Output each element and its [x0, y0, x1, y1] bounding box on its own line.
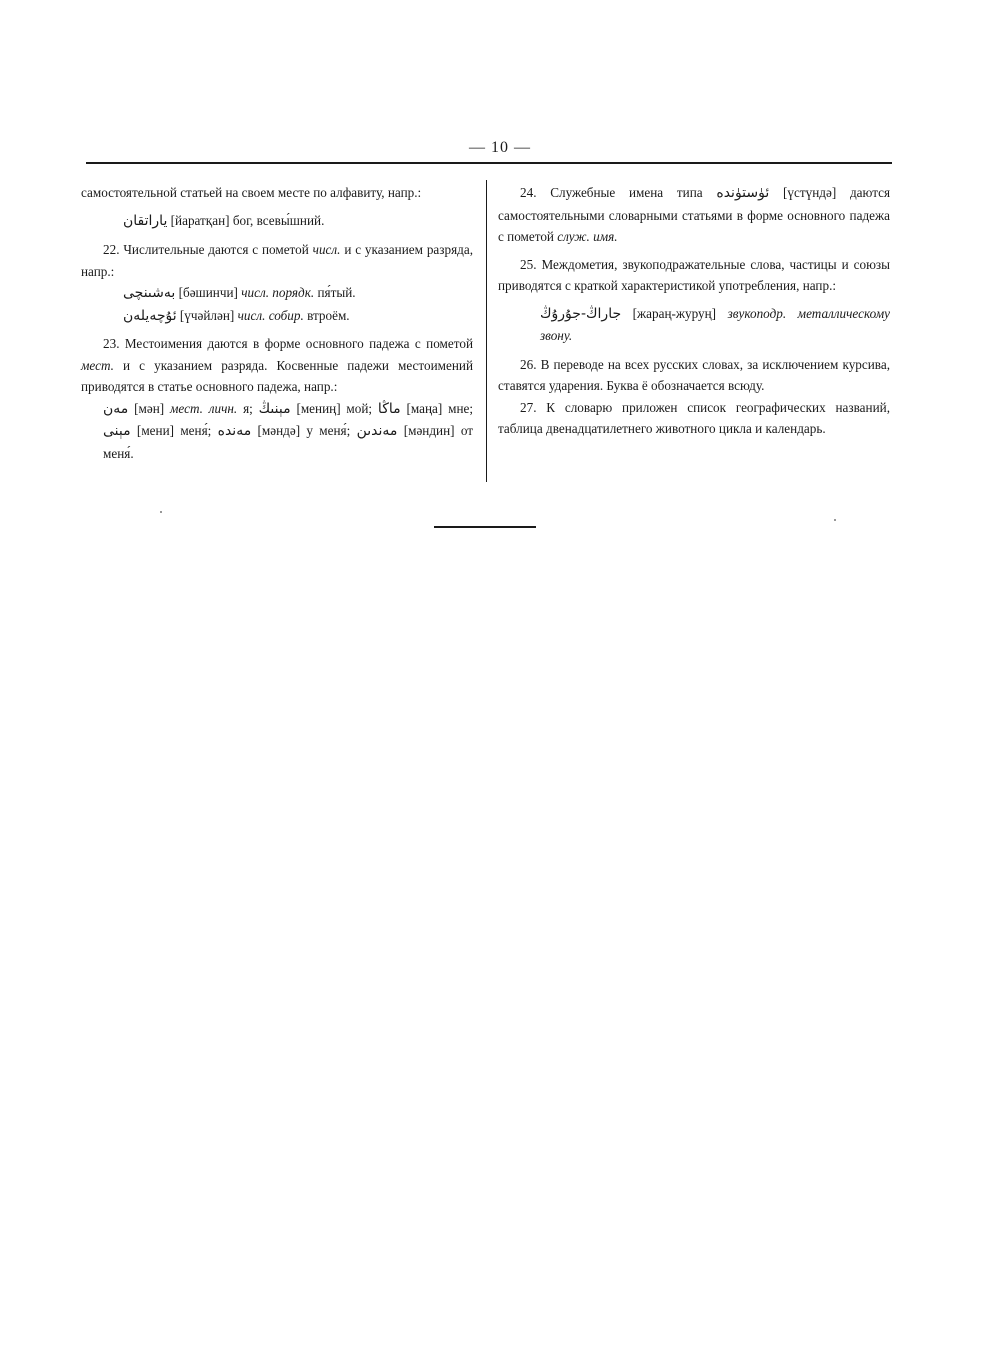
example-gloss: втроём. — [307, 307, 350, 323]
print-speck — [834, 519, 836, 521]
paragraph-text: даются самостоятельными словарными статьями в форме основного падежа с пометой — [498, 185, 891, 244]
paragraph-26: 26. В переводе на всех русских словах, за исключением курсива, ставятся ударения. Буква ё обозначается всюду. — [498, 356, 890, 393]
closing-rule — [434, 526, 536, 528]
example-mark: числ. собир. — [237, 307, 304, 323]
example-transcription: [мәндин] — [403, 423, 455, 438]
example-transcription: [маңа] — [406, 400, 443, 416]
example-23 — [81, 398, 473, 465]
paragraph-mark: служ. имя. — [557, 229, 618, 244]
example-transcription: [үстүндә] — [783, 185, 837, 200]
paragraph-27: 27. К словарю приложен список географических названий, таблица двенадцатилетнего животного цикла и календарь. — [498, 399, 890, 436]
paragraph-text: 22. Числительные даются с пометой — [103, 242, 309, 257]
paragraph-mark: числ. — [312, 242, 341, 257]
paragraph-22 — [81, 239, 473, 282]
example-gloss: пя́тый. — [317, 285, 356, 300]
example-gloss: у меня́; — [306, 423, 351, 438]
paragraph-text: и с указанием разряда, напр.: — [81, 242, 473, 279]
paragraph-text: 24. Служебные имена типа — [520, 185, 703, 200]
example-22b — [81, 305, 473, 328]
paragraph-24 — [498, 182, 890, 248]
example-mark: мест. личн. — [170, 400, 238, 416]
example-22a — [81, 282, 473, 305]
example-headword: مەندىن — [356, 423, 398, 439]
example-headword: مەن — [103, 400, 129, 417]
print-speck — [160, 511, 162, 513]
paragraph-text: 23. Местоимения даются в форме основного падежа с пометой — [103, 336, 473, 351]
example-headword: مېنىڭ — [258, 400, 291, 417]
example-mark: звукоподр. металлическому звону. — [540, 305, 890, 343]
example-gloss: мой; — [346, 400, 373, 416]
example-gloss: от меня́. — [103, 423, 474, 461]
example-transcription: [мени] — [136, 423, 175, 438]
example-transcription: [үчәйлән] — [179, 307, 235, 323]
example-headword: ئۇچەيلەن — [123, 307, 177, 324]
paragraph-25: 25. Междометия, звукоподражательные слова, частицы и союзы приводятся с краткой характеристикой употребления, напр.: — [498, 256, 890, 293]
example-gloss: мне; — [448, 400, 474, 416]
example-transcription: [мән] — [134, 400, 165, 416]
example-transcription: [мениң] — [296, 400, 341, 416]
left-column — [81, 182, 473, 464]
example-transcription: [мәндә] — [257, 423, 301, 438]
example-21 — [81, 210, 473, 233]
example-transcription: [жараң-журуң] — [632, 305, 717, 321]
page-number: — 10 — — [469, 139, 531, 156]
paragraph-23 — [81, 333, 473, 398]
example-gloss: бог, всевы́шний. — [232, 212, 325, 228]
example-gloss: я; — [243, 400, 253, 416]
example-headword: مەندە — [217, 423, 252, 439]
example-headword: ياراتقان — [123, 212, 168, 229]
example-25 — [498, 303, 890, 347]
example-headword: جاراڭ-جۇرۇڭ — [540, 305, 622, 322]
paragraph-21-continuation: самостоятельной статьей на своем месте по алфавиту, напр.: — [81, 185, 422, 200]
example-transcription: [бәшинчи] — [178, 285, 238, 300]
example-headword: مېنى — [103, 423, 131, 439]
column-divider — [486, 180, 487, 482]
example-headword: بەشىنچى — [123, 285, 176, 301]
example-headword: ماڭا — [377, 400, 401, 417]
header-rule — [86, 162, 892, 164]
example-mark: числ. порядк. — [241, 285, 315, 300]
paragraph-mark: мест. — [81, 357, 114, 373]
example-transcription: [йаратқан] — [170, 212, 230, 228]
right-column — [498, 182, 890, 440]
example-gloss: меня́; — [180, 423, 212, 438]
paragraph-text: и с указанием разряда. Косвенные падежи местоимений приводятся в статье основного падежа, напр.: — [81, 357, 474, 394]
example-headword: ئۈستۈندە — [716, 185, 770, 201]
